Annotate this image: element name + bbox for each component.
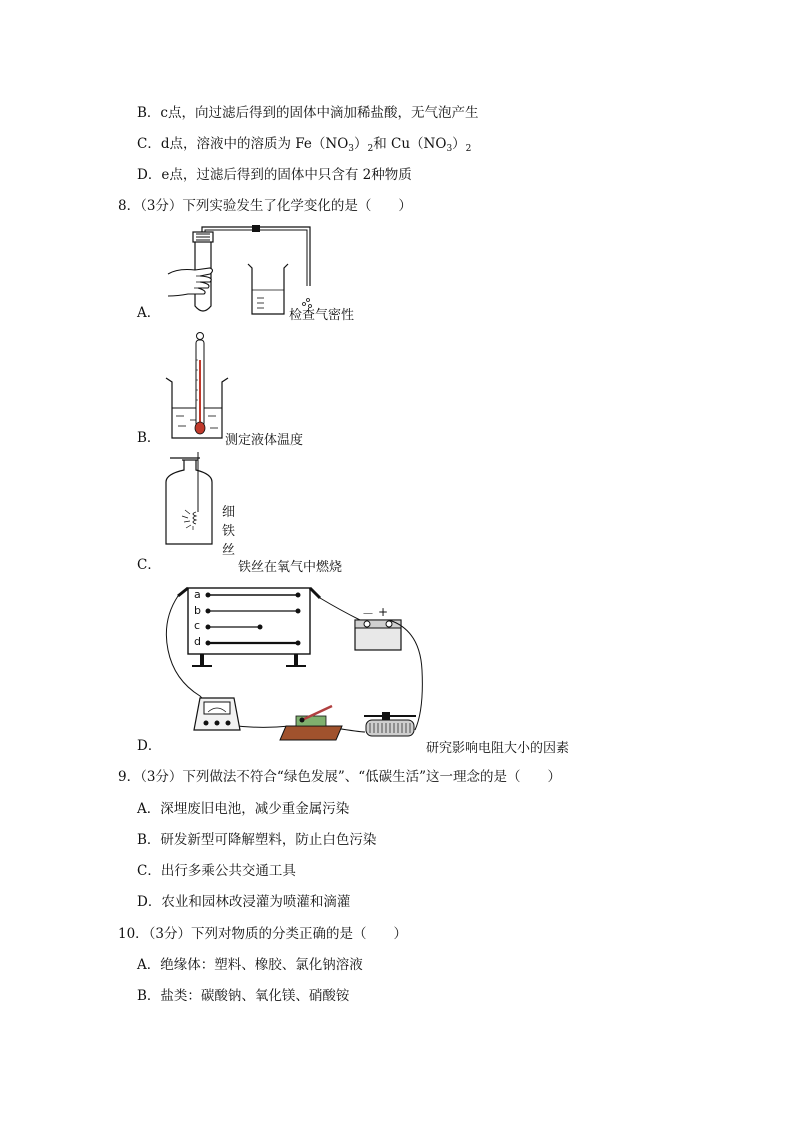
q9-option-c: C．出行多乘公共交通工具	[137, 863, 296, 879]
q7-option-b: B．c点，向过滤后得到的固体中滴加稀盐酸，无气泡产生	[137, 105, 479, 121]
q8-option-c-letter: C．	[137, 557, 161, 573]
figure-iron-wire-bottle	[160, 452, 230, 552]
wire-label-a: a	[194, 588, 201, 601]
q8-stem: 8．（3分）下列实验发生了化学变化的是（ ）	[118, 198, 412, 214]
wire-label-c: c	[194, 619, 201, 632]
q10-option-b: B．盐类：碳酸钠、氧化镁、硝酸铵	[137, 988, 350, 1004]
q8-option-d-caption: 研究影响电阻大小的因素	[426, 741, 570, 756]
wire-label-char: 丝	[222, 543, 236, 558]
q8-option-b-letter: B．	[137, 430, 161, 446]
q9-stem: 9．（3分）下列做法不符合“绿色发展”、“低碳生活”这一理念的是（ ）	[118, 769, 562, 785]
q8-option-d-letter: D．	[137, 738, 162, 754]
wire-label-d: d	[194, 634, 201, 648]
q8-option-c-wire-label	[222, 503, 235, 560]
q9-option-a: A．深埋废旧电池，减少重金属污染	[137, 801, 350, 817]
q9-option-b: B．研发新型可降解塑料，防止白色污染	[137, 832, 377, 848]
q8-option-b-caption: 测定液体温度	[225, 433, 304, 448]
q8-option-a-caption: 检查气密性	[289, 308, 355, 323]
wire-label-b: b	[194, 603, 201, 617]
figure-thermometer	[160, 330, 230, 442]
q10-stem: 10．（3分）下列对物质的分类正确的是（ ）	[118, 926, 408, 942]
wire-label-char: 细	[222, 505, 236, 520]
battery-minus-label: －	[362, 607, 375, 621]
q8-option-c-caption: 铁丝在氧气中燃烧	[238, 560, 343, 575]
q10-option-a: A．绝缘体：塑料、橡胶、氯化钠溶液	[137, 957, 363, 973]
wire-labels	[194, 587, 201, 649]
wire-label-char: 铁	[222, 524, 236, 539]
q7-option-c: C．d点，溶液中的溶质为 $Fe(NO_3)_2$和 $Cu(NO_3)_2$	[137, 136, 472, 154]
battery-plus-label: +	[378, 605, 389, 619]
q9-option-d: D．农业和园林改浸灌为喷灌和滴灌	[137, 894, 351, 910]
q7-option-d: D．e点，过滤后得到的固体中只含有 2种物质	[137, 167, 412, 183]
q8-option-a-letter: A．	[137, 305, 161, 321]
